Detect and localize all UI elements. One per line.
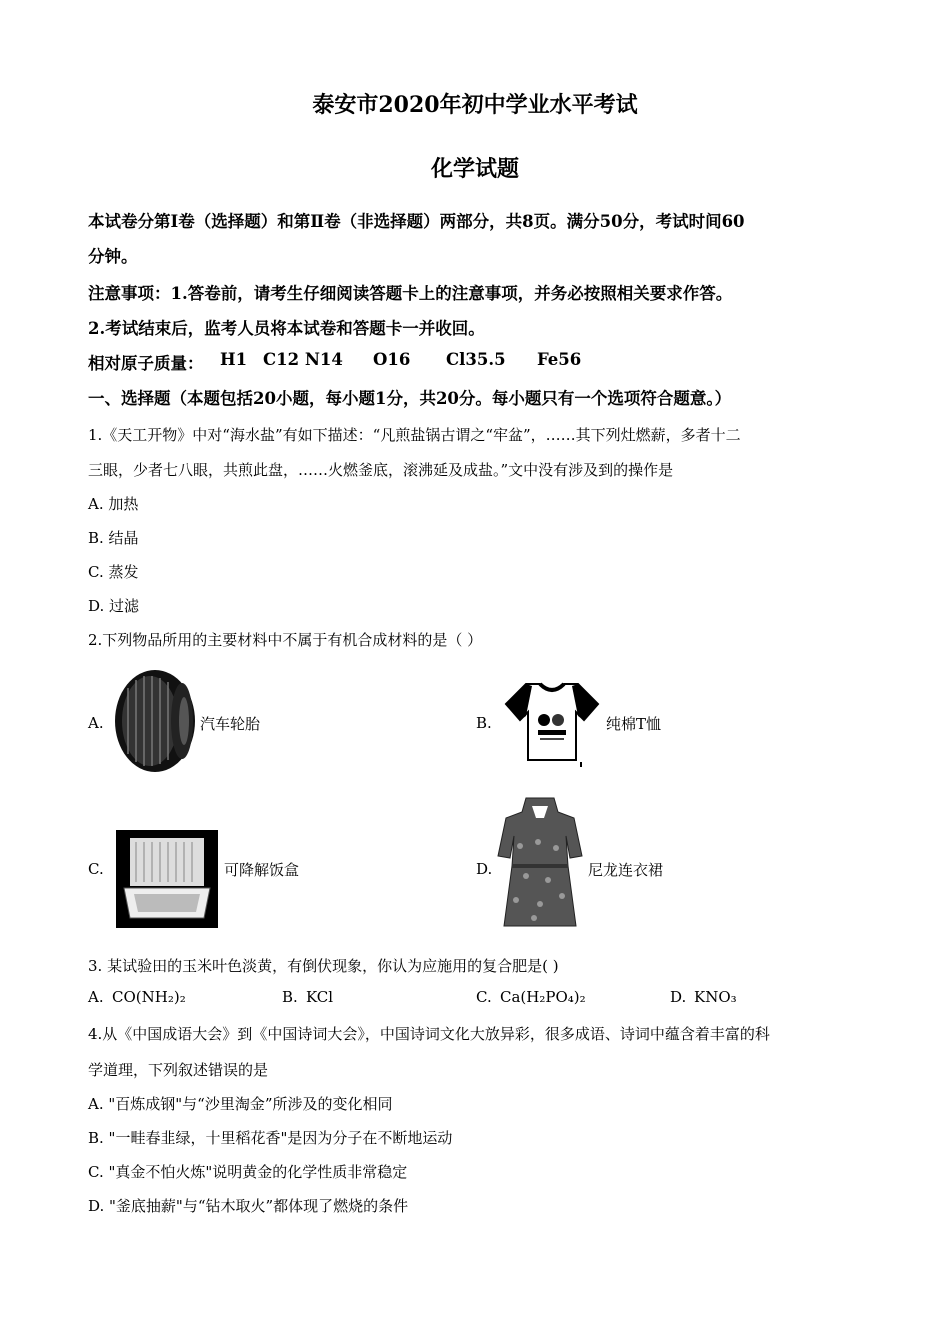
q1-option-c: C. 蒸发 [88,563,139,581]
q2-option-b-label: 纯棉T恤 [606,715,662,733]
q4-option-d: D. "釜底抽薪"与“钻木取火”都体现了燃烧的条件 [88,1197,409,1215]
q3-stem: 3. 某试验田的玉米叶色淡黄，有倒伏现象，你认为应施用的复合肥是( ) [88,957,559,975]
q3-option-b-letter: B. [282,988,298,1006]
lunch-box-image [116,830,218,928]
intro-line-1: 本试卷分第Ⅰ卷（选择题）和第Ⅱ卷（非选择题）两部分，共8页。满分50分，考试时间60 [88,212,745,231]
dress-image [496,796,584,932]
q3-option-d-letter: D. [670,988,687,1006]
section-1-heading: 一、选择题（本题包括20小题，每小题1分，共20分。每小题只有一个选项符合题意。） [88,389,732,408]
q1-option-d: D. 过滤 [88,597,140,615]
q2-option-c-letter: C. [88,860,104,878]
q4-stem-line-1: 4.从《中国成语大会》到《中国诗词大会》，中国诗词文化大放异彩，很多成语、诗词中蕴含着丰富的科 [88,1025,770,1043]
q3-option-a-formula: CO(NH₂)₂ [112,988,186,1006]
notes-line-1: 注意事项：1.答卷前，请考生仔细阅读答题卡上的注意事项，并务必按照相关要求作答。 [88,284,733,303]
atomic-mass-c-n: C12 N14 [263,350,343,369]
q4-option-a: A. "百炼成钢"与“沙里淘金”所涉及的变化相同 [88,1095,393,1113]
q2-option-d-label: 尼龙连衣裙 [588,861,664,879]
q3-option-b-formula: KCl [306,988,334,1006]
q2-option-d-letter: D. [476,860,493,878]
q1-option-b: B. 结晶 [88,529,139,547]
q2-option-a-label: 汽车轮胎 [200,715,261,733]
atomic-mass-label: 相对原子质量： [88,354,204,373]
q2-option-a-letter: A. [88,714,104,732]
atomic-mass-cl: Cl35.5 [446,350,506,369]
q1-stem-line-1: 1.《天工开物》中对“海水盐”有如下描述：“凡煎盐锅古谓之“牢盆”，……其下列灶燃薪，多者十二 [88,426,741,444]
q2-option-b-letter: B. [476,714,492,732]
q4-option-c: C. "真金不怕火炼"说明黄金的化学性质非常稳定 [88,1163,408,1181]
q1-stem-line-2: 三眼，少者七八眼，共煎此盘，……火燃釜底，滚沸延及成盐。”文中没有涉及到的操作是 [88,461,674,479]
atomic-mass-h: H1 [220,350,248,369]
page-title: 泰安市2020年初中学业水平考试 [312,92,638,118]
atomic-mass-fe: Fe56 [537,350,582,369]
q4-stem-line-2: 学道理，下列叙述错误的是 [88,1061,269,1079]
intro-line-2: 分钟。 [88,247,138,266]
q3-option-c-formula: Ca(H₂PO₄)₂ [500,988,586,1006]
q2-option-c-label: 可降解饭盒 [224,861,300,879]
notes-line-2: 2.考试结束后，监考人员将本试卷和答题卡一并收回。 [88,319,485,338]
q1-option-a: A. 加热 [88,495,139,513]
q3-option-d-formula: KNO₃ [694,988,737,1006]
q3-option-a-letter: A. [88,988,104,1006]
q3-option-c-letter: C. [476,988,492,1006]
page-subtitle: 化学试题 [430,156,519,182]
tshirt-image [500,676,604,768]
q4-option-b: B. "一畦春韭绿，十里稻花香"是因为分子在不断地运动 [88,1129,453,1147]
tire-image [112,668,198,774]
atomic-mass-o: O16 [373,350,411,369]
q2-stem: 2.下列物品所用的主要材料中不属于有机合成材料的是（ ） [88,631,483,649]
